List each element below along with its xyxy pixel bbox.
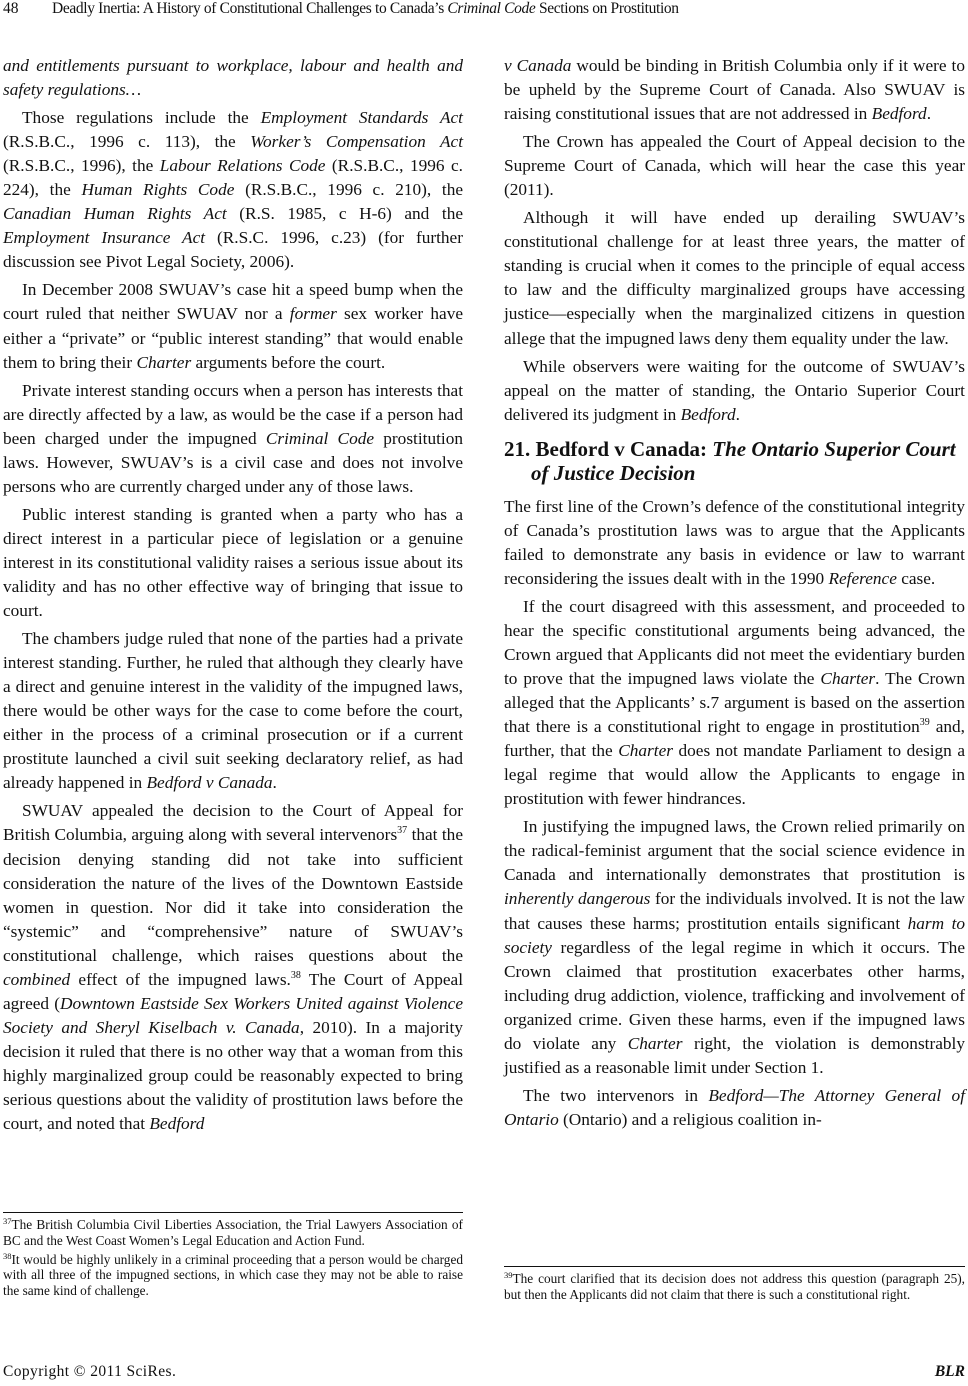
footnote-marker: 39: [504, 1270, 513, 1280]
text: (R.S.B.C., 1996), the: [3, 156, 160, 176]
paragraph: [3, 799, 463, 1136]
text: (R.S.C. 1996, c.23) (for further discussion see Pivot Legal Society, 2006).: [3, 228, 463, 272]
quote-continuation: and entitlements pursuant to workplace, labour and health and safety regulations…: [3, 56, 463, 100]
text: (R.S.B.C., 1996 c. 210), the: [234, 180, 464, 200]
emphasis: Criminal Code: [265, 428, 375, 448]
case-name: Bedford: [680, 404, 736, 424]
paragraph: [504, 815, 965, 1080]
paragraph: Although it will have ended up derailing SWUAV’s constitutional challenge for at least three years, the matter of standing is crucial when it comes to the principle of equal access to law and the difficulty marginalized groups have accessing justice—especially when the marginalized citizens in question allege that the impugned laws deny them equality under the law.: [504, 208, 965, 348]
text: (R.S.B.C., 1996 c. 113), the: [3, 132, 251, 152]
emphasis: Charter: [627, 1033, 683, 1053]
emphasis: harm to society: [504, 913, 966, 957]
paragraph: [504, 595, 965, 811]
text: (R.S. 1985, c H-6) and the: [226, 204, 463, 224]
text: Private interest standing occurs when a person has interests that are directly affected by a law, as would be the case if a person had been charged under the impugned: [3, 380, 463, 448]
running-title: [52, 0, 679, 18]
footnote-marker: 37: [3, 1216, 12, 1226]
text: arguments before the court.: [191, 352, 386, 372]
text: In December 2008 SWUAV’s case hit a speed bump when the court ruled that neither SWUAV nor a: [3, 280, 463, 324]
paragraph: [3, 379, 463, 499]
footnote-38: [3, 1252, 463, 1299]
paragraph: [504, 1084, 965, 1132]
act-title: Human Rights Code: [81, 180, 235, 200]
paragraph: [3, 627, 463, 795]
text: SWUAV appealed the decision to the Court of Appeal for British Columbia, arguing along with several intervenors: [3, 801, 463, 845]
text: sex worker have either a “private” or “public interest standing” that would enable them to bring their: [3, 304, 463, 372]
footnote-39: [504, 1271, 965, 1303]
running-title-text: Deadly Inertia: A History of Constitutional Challenges to Canada’s: [52, 0, 448, 17]
text: The first line of the Crown’s defence of the constitutional integrity of Canada’s prostitution laws was to argue that the Applicants failed to demonstrate any basis in evidence or law to warrant reconsidering the issues dealt with in the 1990: [504, 496, 965, 588]
text: does not mandate Parliament to design a legal regime that would allow the Applicants to engage in prostitution with fewer hindrances.: [504, 741, 965, 809]
act-title: Employment Insurance Act: [3, 228, 206, 248]
emphasis: Charter: [618, 741, 673, 761]
page-number: 48: [3, 0, 19, 17]
text: effect of the impugned laws.: [70, 969, 291, 989]
left-column: [3, 54, 463, 1140]
footnotes-left: [3, 1212, 463, 1302]
case-name: Downtown Eastside Sex Workers United against Violence Society and Sheryl Kiselbach v. Canada: [3, 993, 463, 1037]
footnote-text: It would be highly unlikely in a criminal proceeding that a person would be charged with all three of the impugned sections, in which case they may not be able to raise the same kind of challenge.: [3, 1251, 463, 1299]
paragraph: [504, 355, 965, 427]
text: In justifying the impugned laws, the Crown relied primarily on the radical-feminist argument that the social science evidence in Canada and internationally demonstrates that prostitution is: [504, 817, 965, 885]
act-title: Canadian Human Rights Act: [3, 204, 227, 224]
case-name: Bedford v Canada: [146, 773, 273, 793]
footnote-divider: [3, 1212, 463, 1213]
right-column: [504, 54, 965, 1136]
text: for the individuals involved. It is not the law that causes these harms; prostitution entails significant: [504, 889, 965, 933]
case-name: Reference: [828, 568, 897, 588]
case-name: Bedford: [871, 104, 927, 124]
paragraph: [504, 54, 965, 126]
footnotes-right: [504, 1266, 965, 1306]
case-name: Bedford—The Attorney General of Ontario: [504, 1085, 966, 1129]
text: . The Crown alleged that the Applicants’ s.7 argument is based on the assertion that there is a constitutional right to engage in prostitution: [504, 669, 965, 737]
footnote-ref-38[interactable]: 38: [290, 969, 301, 981]
text: that the decision denying standing did not take into sufficient consideration the nature of the lives of the Downtown Eastside women in question. Nor did it take into consideration the “systemic” and “comprehensive” nature of SWUAV’s constitutional challenge, which raises questions about the: [3, 825, 463, 965]
running-title-text-end: Sections on Prostitution: [535, 0, 679, 17]
text: Those regulations include the: [22, 108, 261, 128]
text: (Ontario) and a religious coalition in-: [558, 1109, 822, 1129]
text: The chambers judge ruled that none of the parties had a private interest standing. Further, he ruled that although they clearly have a direct and genuine interest in the validity of the impugned laws, there would be other ways for the case to come before the court, either in the process of a criminal prosecution or if a current prostitute launched a civil suit seeking declaratory relief, as had already happened in: [3, 629, 463, 793]
emphasis: Charter: [136, 352, 192, 372]
paragraph: [3, 278, 463, 374]
act-title: Worker’s Compensation Act: [250, 132, 463, 152]
section-heading: [504, 437, 965, 485]
text: .: [926, 104, 932, 124]
footnote-ref-37[interactable]: 37: [397, 825, 408, 837]
paragraph: The Crown has appealed the Court of Appeal decision to the Supreme Court of Canada, which will hear the case this year (2011).: [504, 132, 965, 200]
emphasis: Charter: [820, 669, 876, 689]
case-name: Bedford: [149, 1114, 205, 1134]
act-title: Labour Relations Code: [159, 156, 326, 176]
text: .: [735, 404, 740, 424]
page-footer: [0, 1363, 968, 1383]
text: The Court of Appeal agreed (: [3, 969, 464, 1013]
case-name: v Canada: [504, 56, 572, 75]
footnote-ref-39[interactable]: 39: [919, 717, 930, 729]
text: The two intervenors in: [523, 1085, 709, 1105]
copyright-notice: Copyright © 2011 SciRes.: [3, 1363, 177, 1380]
paragraph: [3, 106, 463, 274]
text: case.: [896, 568, 936, 588]
running-title-italic: Criminal Code: [447, 0, 536, 17]
text: If the court disagreed with this assessment, and proceeded to hear the specific constitutional arguments being advanced, the Crown argued that Applicants did not meet the evidentiary burden to prove that the impugned laws violate the: [504, 596, 965, 689]
paragraph: [3, 54, 463, 102]
heading-italic: The Ontario Superior Court of Justice Decision: [531, 436, 956, 485]
text: right, the violation is demonstrably justified as a reasonable limit under Section 1.: [504, 1033, 965, 1077]
footnote-text: The court clarified that its decision does not address this question (paragraph 25), but then the Applicants did not claim that there is such a constitutional right.: [504, 1271, 965, 1302]
footnote-marker: 38: [3, 1250, 12, 1261]
emphasis: inherently dangerous: [504, 889, 651, 909]
journal-abbreviation: BLR: [934, 1363, 965, 1380]
emphasis: former: [289, 304, 337, 324]
text: (R.S.B.C., 1996 c. 224), the: [3, 156, 463, 200]
paragraph: [504, 495, 965, 591]
footnote-37: [3, 1217, 463, 1249]
text: .: [272, 773, 277, 793]
running-header: [0, 0, 968, 20]
text: prostitution laws. However, SWUAV’s is a civil case and does not involve persons who are currently charged under any of those laws.: [3, 428, 463, 496]
heading-text: 21. Bedford v Canada:: [504, 436, 713, 461]
text: regardless of the legal regime in which it occurs. The Crown claimed that prostitution exacerbates other harms, including drug addiction, violence, trafficking and involvement of organized crime. Given these harms, even if the impugned laws do violate any: [504, 937, 965, 1053]
emphasis: combined: [3, 969, 71, 989]
text: would be binding in British Columbia only if it were to be upheld by the Supreme Court of Canada. Also SWUAV is raising constitutional issues that are not addressed in: [504, 56, 965, 124]
text: , 2010). In a majority decision it ruled that there is no other way that a woman from this highly marginalized group could be reasonably expected to bring serious questions about the validity of prostitution laws before the court, and noted that: [3, 1017, 463, 1134]
text: and, further, that the: [504, 717, 965, 761]
footnote-divider: [504, 1266, 965, 1267]
act-title: Employment Standards Act: [260, 108, 463, 128]
paragraph: Public interest standing is granted when a party who has a direct interest in a particular piece of legislation or a genuine interest in its constitutional validity raises a serious issue about its validity and has no other effective way of bringing that issue to court.: [3, 504, 463, 621]
text: While observers were waiting for the outcome of SWUAV’s appeal on the matter of standing, the Ontario Superior Court delivered its judgment in: [504, 356, 965, 424]
footnote-text: The British Columbia Civil Liberties Association, the Trial Lawyers Association of BC and the West Coast Women’s Legal Education and Action Fund.: [3, 1217, 463, 1248]
